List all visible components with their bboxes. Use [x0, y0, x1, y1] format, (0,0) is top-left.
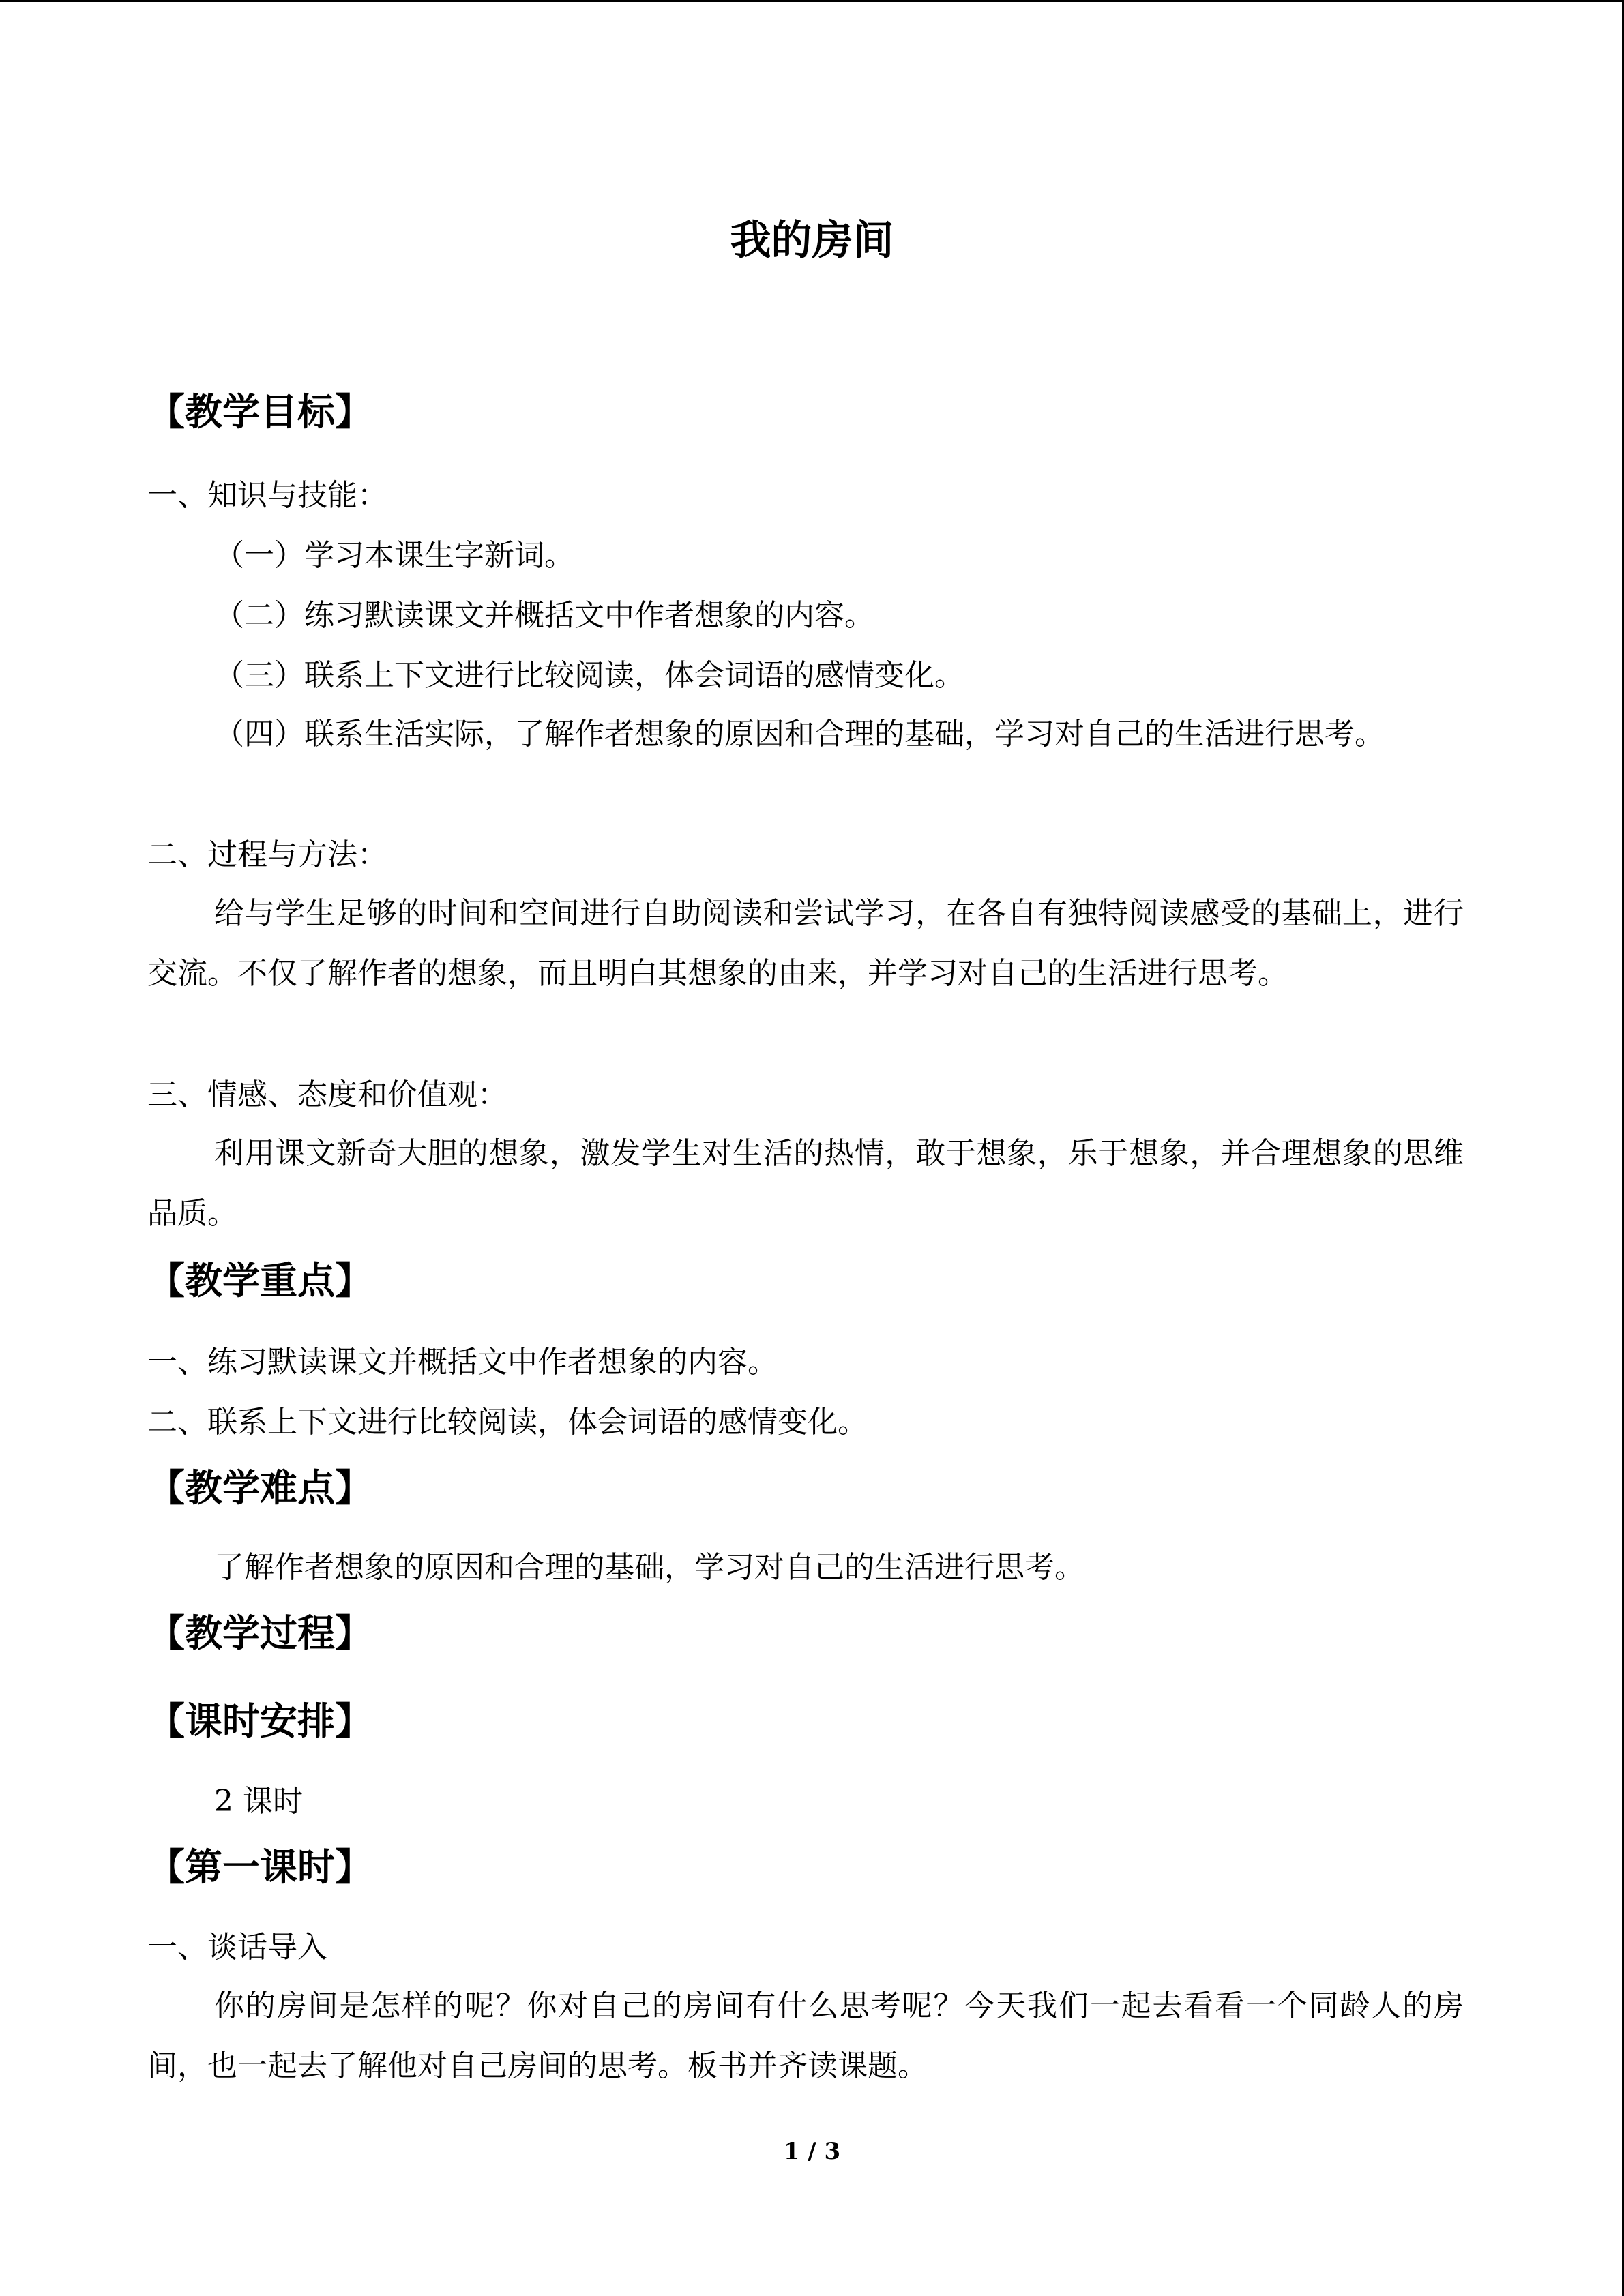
knowledge-label: 一、知识与技能： [147, 478, 387, 513]
schedule-heading: 【课时安排】 [147, 1699, 373, 1743]
difficulties-text: 了解作者想象的原因和合理的基础，学习对自己的生活进行思考。 [214, 1550, 1084, 1585]
knowledge-item-2: （二）练习默读课文并概括文中作者想象的内容。 [214, 598, 874, 633]
lesson-one-heading: 【第一课时】 [147, 1845, 373, 1889]
document-title: 我的房间 [730, 217, 894, 265]
difficulties-heading: 【教学难点】 [147, 1466, 373, 1510]
emotion-text: 利用课文新奇大胆的想象，激发学生对生活的热情，敢于想象，乐于想象，并合理想象的思维品质。 [147, 1136, 1464, 1231]
knowledge-item-4: （四）联系生活实际，了解作者想象的原因和合理的基础，学习对自己的生活进行思考。 [214, 717, 1385, 751]
process-text: 给与学生足够的时间和空间进行自助阅读和尝试学习，在各自有独特阅读感受的基础上，进行交流。不仅了解作者的想象，而且明白其想象的由来，并学习对自己的生活进行思考。 [147, 896, 1464, 991]
page-number: 1 / 3 [783, 2138, 841, 2165]
emotion-label: 三、情感、态度和价值观： [147, 1077, 507, 1112]
key-point-1: 一、练习默读课文并概括文中作者想象的内容。 [147, 1345, 778, 1380]
process-heading: 【教学过程】 [147, 1611, 373, 1655]
schedule-text: 2 课时 [214, 1784, 303, 1819]
knowledge-item-3: （三）联系上下文进行比较阅读，体会词语的感情变化。 [214, 658, 964, 693]
objectives-heading: 【教学目标】 [147, 390, 373, 434]
key-points-heading: 【教学重点】 [147, 1259, 373, 1302]
lesson-one-intro-text: 你的房间是怎样的呢？你对自己的房间有什么思考呢？今天我们一起去看看一个同龄人的房间，也一起去了解他对自己房间的思考。板书并齐读课题。 [147, 1988, 1464, 2083]
knowledge-item-1: （一）学习本课生字新词。 [214, 538, 574, 573]
page-border-top [0, 0, 1624, 2]
process-label: 二、过程与方法： [147, 837, 387, 872]
key-point-2: 二、联系上下文进行比较阅读，体会词语的感情变化。 [147, 1405, 868, 1440]
lesson-one-intro-label: 一、谈话导入 [147, 1930, 327, 1965]
